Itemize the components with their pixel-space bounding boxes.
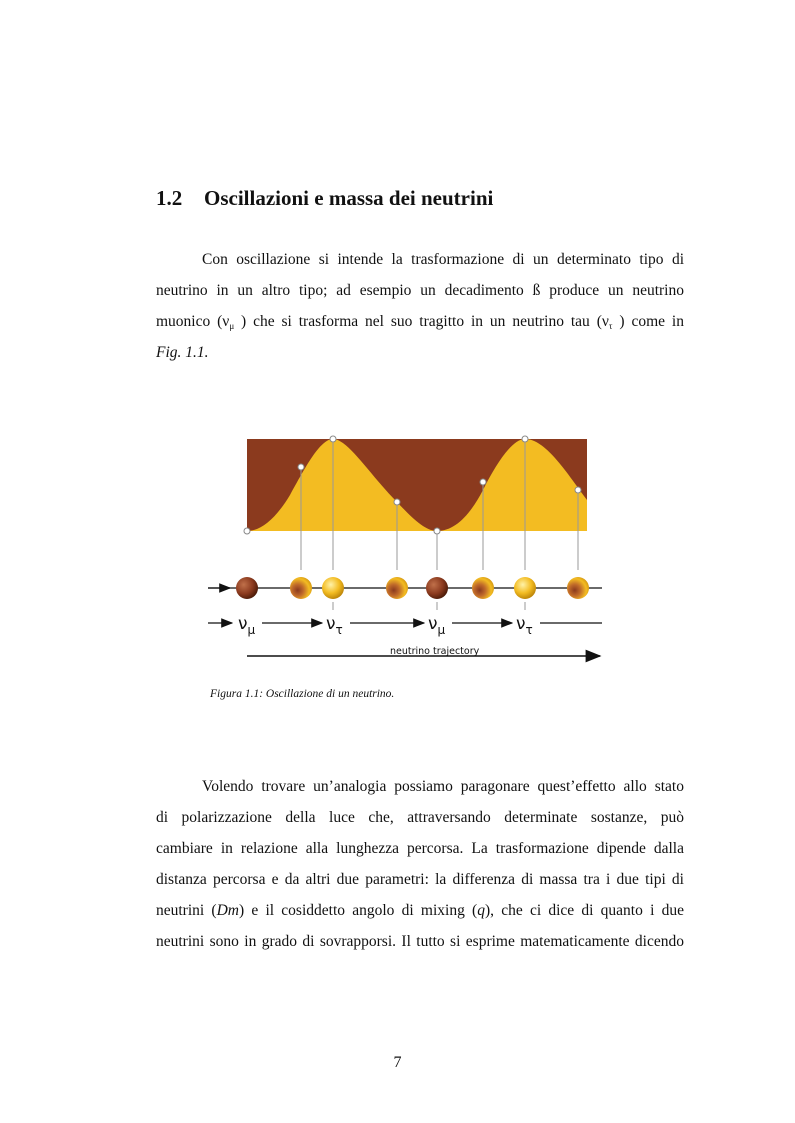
particle-brown [426,577,448,599]
symbol-q: q [477,902,485,919]
paragraph-line: Volendo trovare un’analogia possiamo paragonare quest’effetto allo stato [202,778,684,795]
paragraph-line: di polarizzazione della luce che, attraversando determinate sostanze, può [156,809,684,826]
text-run: ) e il cosiddetto angolo di mixing ( [238,902,478,919]
text-run: ) che si trasforma nel suo tragitto in un neutrino tau (ν [234,313,609,330]
text-run: neutrini ( [156,902,217,919]
subscript-mu: μ [229,321,235,331]
paragraph-line [156,895,684,926]
text-run: ) come in [612,313,684,330]
label-nu-tau: $\nu_\tau$ [516,614,533,637]
paragraph-line: distanza percorsa e da altri due parametri: la differenza di massa tra i due tipi di [156,871,684,888]
paragraph-line: neutrino in un altro tipo; ad esempio un decadimento ß produce un neutrino [156,282,684,299]
particle-mixed [567,577,589,599]
section-title: Oscillazioni e massa dei neutrini [204,186,494,210]
figure-reference: Fig. 1.1. [156,344,209,361]
paragraph-line [156,306,684,337]
paragraph-line: cambiare in relazione alla lunghezza percorsa. La trasformazione dipende dalla [156,840,684,857]
page-number: 7 [393,1054,402,1071]
paragraph-line: Con oscillazione si intende la trasformazione di un determinato tipo di [202,251,684,268]
figure-caption: Figura 1.1: Oscillazione di un neutrino. [210,688,395,700]
label-nu-tau: $\nu_\tau$ [326,614,343,637]
section-number: 1.2 [156,186,183,210]
label-nu-mu: $\nu_\mu$ [238,614,256,637]
label-nu-mu: $\nu_\mu$ [428,614,446,637]
paragraph-intro [156,244,684,368]
paragraph-line: neutrini sono in grado di sovrapporsi. Il tutto si esprime matematicamente dicendo [156,933,684,950]
particle-mixed [290,577,312,599]
trajectory-label: neutrino trajectory [390,646,480,657]
tick-marks [333,602,525,610]
particle-brown [236,577,258,599]
paragraph-analogy [156,771,684,957]
text-run: ), che ci dice di quanto i due [484,902,684,919]
symbol-dm: Dm [216,902,239,919]
particle-yellow [322,577,344,599]
section-heading [156,186,493,211]
particle-mixed [386,577,408,599]
text-run: muonico (ν [156,313,230,330]
particle-yellow [514,577,536,599]
neutrino-oscillation-figure [200,430,610,670]
particle-mixed [472,577,494,599]
subscript-tau: τ [608,321,613,331]
flavour-sequence [208,614,602,637]
